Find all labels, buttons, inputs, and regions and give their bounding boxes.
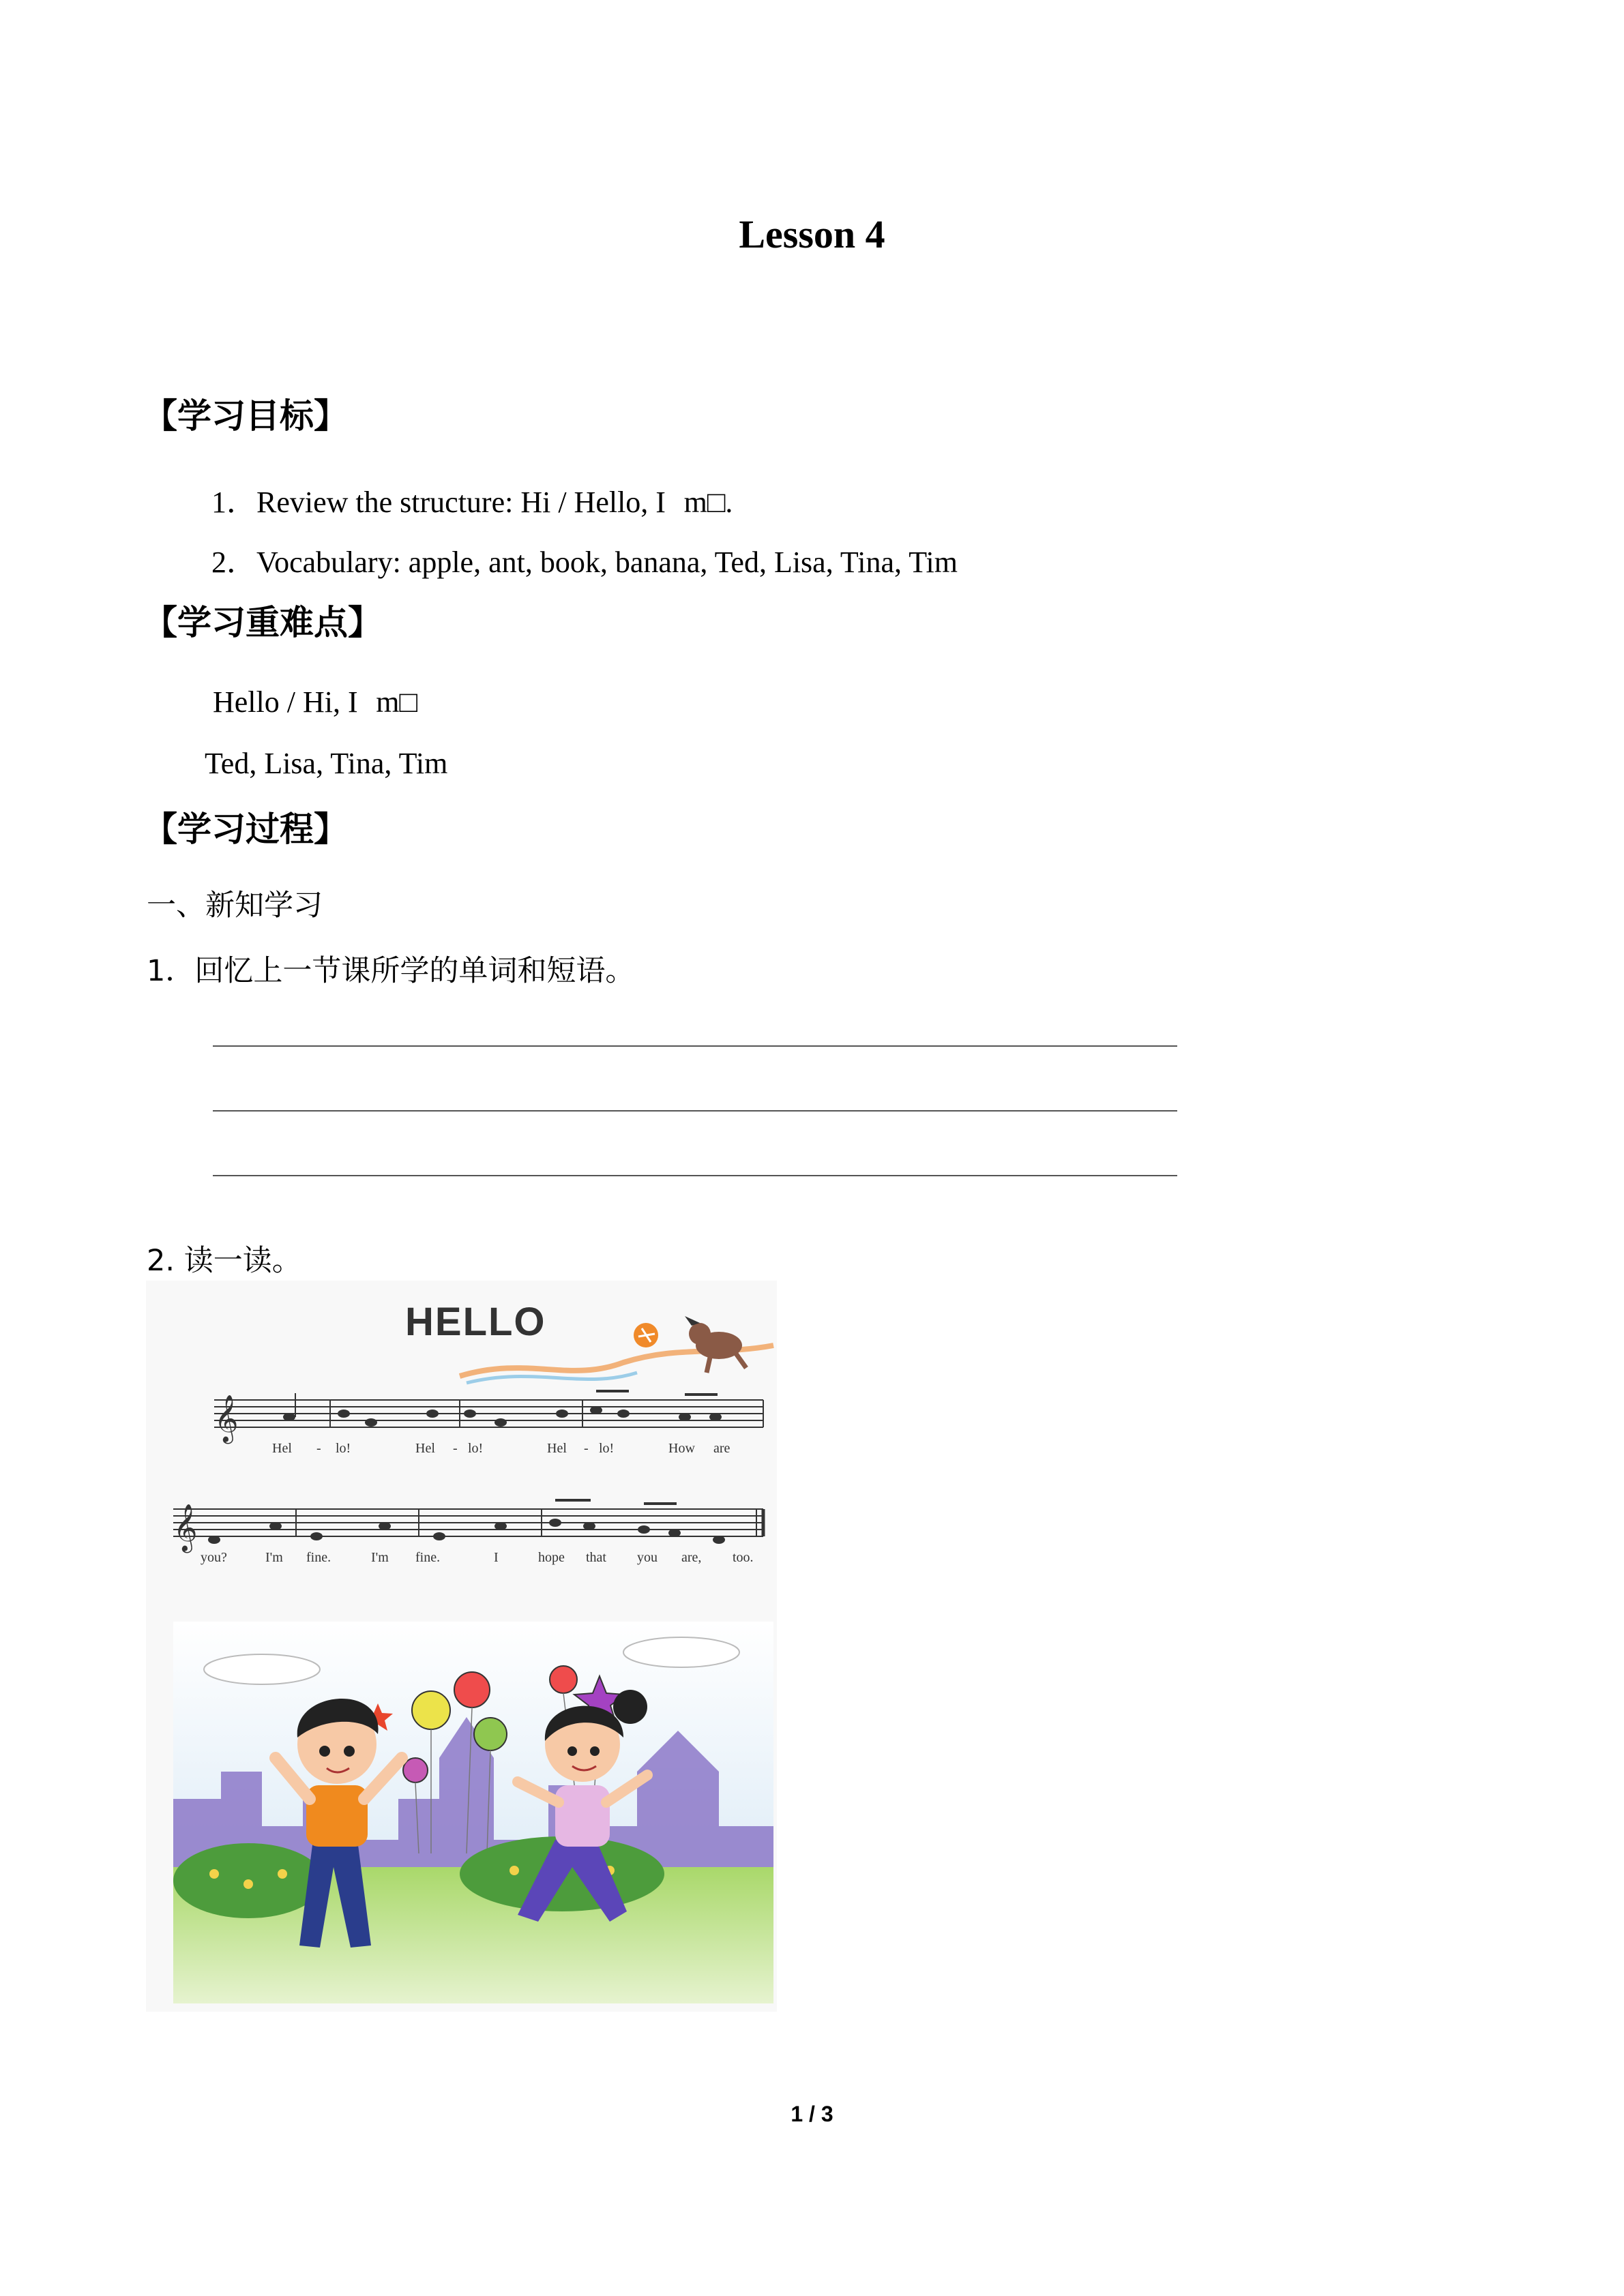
process-heading: 【学习过程】 xyxy=(143,809,348,849)
svg-text:lo!: lo! xyxy=(336,1441,351,1456)
keypoint-2: Ted, Lisa, Tina, Tim xyxy=(205,747,448,780)
svg-text:fine.: fine. xyxy=(306,1550,331,1565)
svg-text:fine.: fine. xyxy=(415,1550,441,1565)
svg-text:I'm: I'm xyxy=(371,1550,389,1565)
svg-text:are: are xyxy=(713,1441,730,1456)
objectives-heading: 【学习目标】 xyxy=(143,396,348,436)
step-1-label: 1．回忆上一节课所学的单词和短语。 xyxy=(147,954,635,988)
step-2-label: 2. 读一读。 xyxy=(147,1244,301,1278)
song-title: HELLO xyxy=(405,1300,546,1344)
part-1-label: 一、新知学习 xyxy=(147,889,323,923)
svg-text:lo!: lo! xyxy=(599,1441,615,1456)
page-title: Lesson 4 xyxy=(739,212,885,256)
svg-text:lo!: lo! xyxy=(468,1441,484,1456)
cloud-icon xyxy=(204,1654,320,1684)
answer-line-3 xyxy=(213,1175,1177,1176)
svg-text:you?: you? xyxy=(201,1550,227,1565)
cloud-icon xyxy=(623,1637,739,1667)
treble-clef-icon: 𝄞 xyxy=(214,1395,239,1442)
answer-line-2 xyxy=(213,1110,1177,1112)
answer-line-1 xyxy=(213,1045,1177,1047)
page-number: 1 / 3 xyxy=(791,2102,833,2126)
cartoon-scene xyxy=(173,1622,773,2003)
svg-text:-: - xyxy=(453,1441,458,1456)
treble-clef-2-icon: 𝄞 xyxy=(173,1504,198,1551)
svg-text:-: - xyxy=(316,1441,321,1456)
svg-text:that: that xyxy=(586,1550,606,1565)
svg-text:hope: hope xyxy=(538,1550,565,1565)
svg-text:Hel: Hel xyxy=(415,1441,435,1456)
svg-text:are,: are, xyxy=(681,1550,702,1565)
song-illustration xyxy=(146,1281,777,2012)
svg-text:too.: too. xyxy=(733,1550,754,1565)
svg-text:Hel: Hel xyxy=(547,1441,567,1456)
svg-text:you: you xyxy=(637,1550,658,1565)
svg-text:Hel: Hel xyxy=(272,1441,292,1456)
svg-text:I'm: I'm xyxy=(265,1550,283,1565)
objective-2: 2．Vocabulary: apple, ant, book, banana, Ted, Lisa, Tina, Tim xyxy=(211,546,958,579)
objective-1: 1．Review the structure: Hi / Hello, Im□. xyxy=(211,486,733,519)
keypoints-heading: 【学习重难点】 xyxy=(143,603,382,642)
svg-text:-: - xyxy=(584,1441,589,1456)
svg-text:I: I xyxy=(494,1550,499,1565)
keypoint-1: Hello / Hi, Im□ xyxy=(213,685,418,719)
svg-text:How: How xyxy=(668,1441,695,1456)
